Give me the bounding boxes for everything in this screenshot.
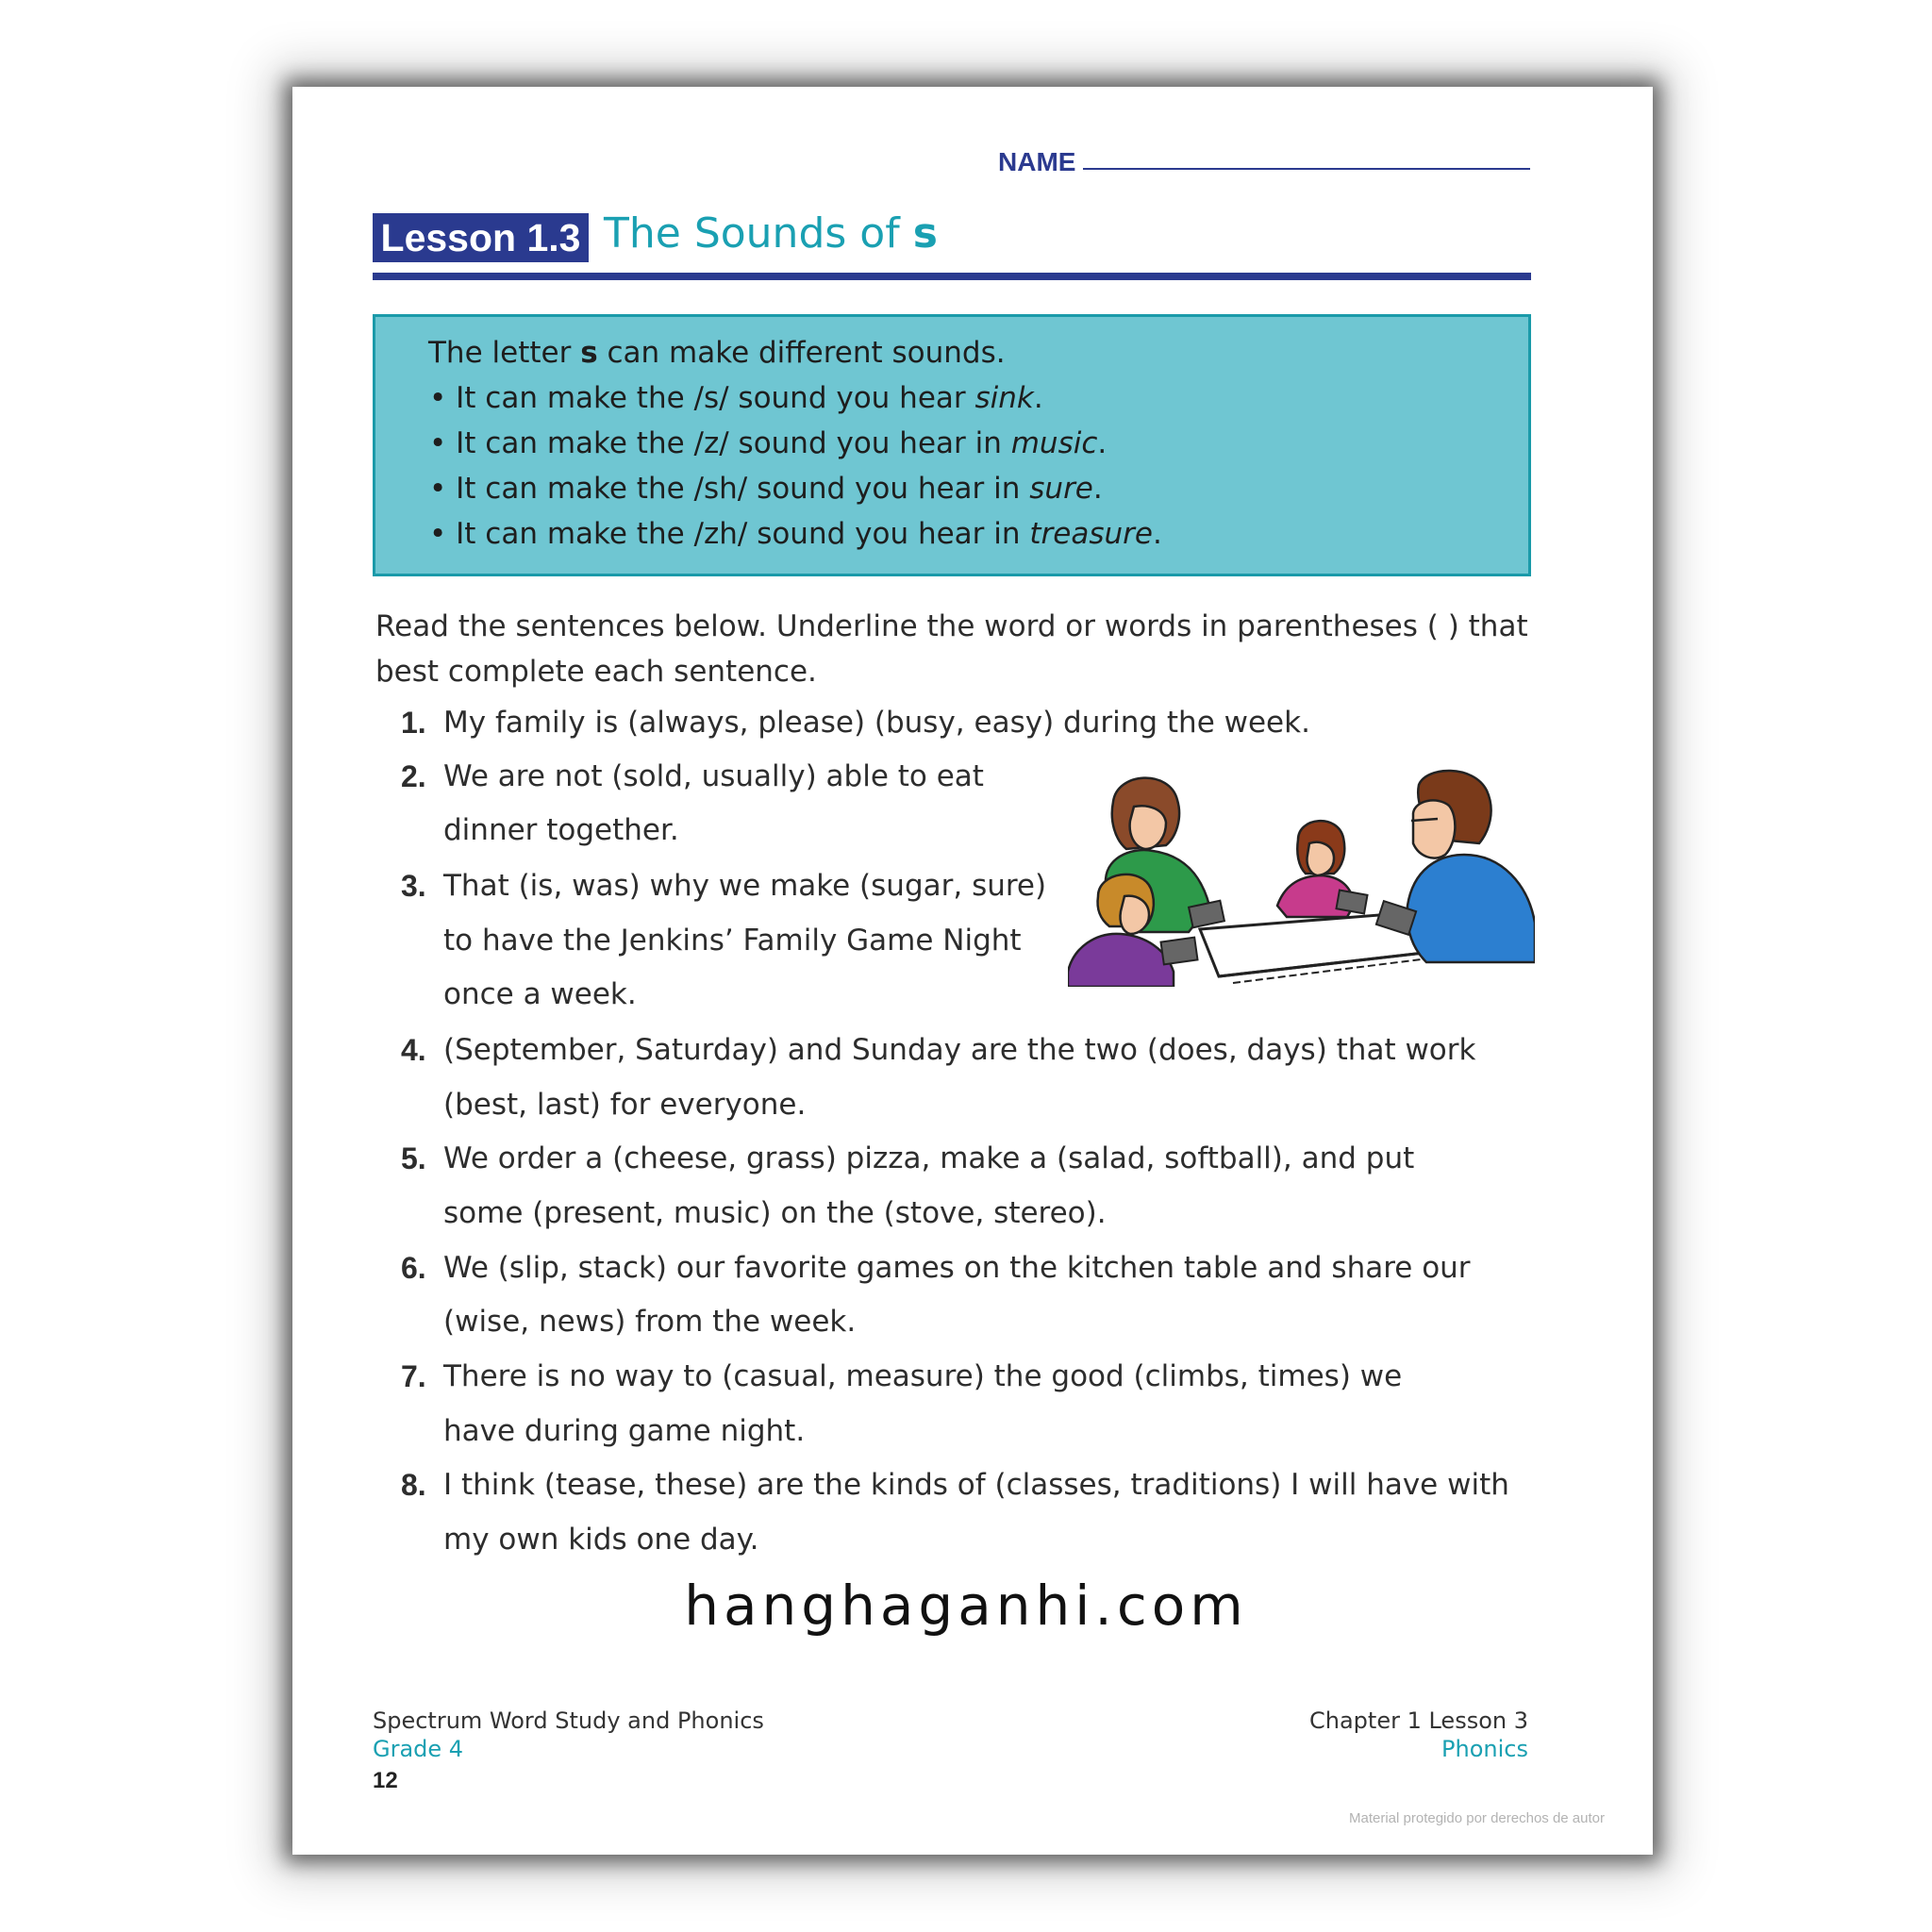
rules-intro-pre: The letter: [428, 336, 581, 370]
item-text[interactable]: some (present, music) on the (stove, stereo).: [443, 1196, 1107, 1230]
item-number: 5.: [401, 1141, 426, 1175]
item-text[interactable]: There is no way to (casual, measure) the good (climbs, times) we: [443, 1359, 1403, 1393]
item-text[interactable]: We (slip, stack) our favorite games on the kitchen table and share our: [443, 1251, 1471, 1285]
item-text[interactable]: That (is, was) why we make (sugar, sure): [443, 869, 1047, 903]
rule-example-word: sure: [1029, 472, 1093, 506]
item-text[interactable]: My family is (always, please) (busy, easy) during the week.: [443, 706, 1310, 740]
footer-grade: Grade 4: [373, 1736, 464, 1762]
lesson-badge: Lesson 1.3: [373, 213, 589, 262]
item-text[interactable]: my own kids one day.: [443, 1523, 759, 1557]
footer-book-title: Spectrum Word Study and Phonics: [373, 1707, 764, 1734]
instructions: Read the sentences below. Underline the word or words in parentheses ( ) that best complete each sentence.: [375, 609, 1528, 689]
name-write-line[interactable]: [1083, 168, 1530, 170]
item-number: 8.: [401, 1468, 426, 1502]
item-text[interactable]: (September, Saturday) and Sunday are the two (does, days) that work: [443, 1033, 1476, 1067]
rule-example-word: treasure: [1029, 517, 1153, 551]
rule-bullet: [429, 381, 1043, 415]
lesson-title: [604, 209, 938, 258]
item-text[interactable]: have during game night.: [443, 1414, 806, 1448]
footer-chapter: Chapter 1 Lesson 3: [1309, 1707, 1528, 1734]
item-number: 7.: [401, 1359, 426, 1393]
item-text[interactable]: to have the Jenkins’ Family Game Night: [443, 924, 1022, 958]
name-label: NAME: [998, 147, 1076, 176]
lesson-title-letter: s: [912, 209, 938, 258]
rule-text: • It can make the /sh/ sound you hear in: [429, 472, 1030, 506]
title-rule: [373, 273, 1531, 280]
rules-intro-letter: s: [580, 336, 598, 370]
rules-intro-post: can make different sounds.: [597, 336, 1006, 370]
item-number: 1.: [401, 706, 426, 740]
item-number: 3.: [401, 869, 426, 903]
footer-subject: Phonics: [1441, 1736, 1528, 1762]
rule-text: • It can make the /z/ sound you hear in: [429, 426, 1011, 460]
rule-text: • It can make the /zh/ sound you hear in: [429, 517, 1030, 551]
copyright-notice: Material protegido por derechos de autor: [1349, 1810, 1605, 1826]
lesson-title-text: The Sounds of: [604, 209, 913, 258]
item-text[interactable]: I think (tease, these) are the kinds of (classes, traditions) I will have with: [443, 1468, 1509, 1502]
rule-period: .: [1092, 472, 1103, 506]
rule-example-word: music: [1010, 426, 1098, 460]
item-text[interactable]: (best, last) for everyone.: [443, 1088, 807, 1122]
rule-period: .: [1152, 517, 1162, 551]
item-text[interactable]: (wise, news) from the week.: [443, 1305, 857, 1339]
rule-example-word: sink: [974, 381, 1034, 415]
item-text[interactable]: We order a (cheese, grass) pizza, make a (salad, softball), and put: [443, 1141, 1415, 1175]
item-text[interactable]: once a week.: [443, 977, 637, 1011]
rules-intro: [428, 336, 1006, 370]
rule-bullet: [429, 472, 1103, 506]
rule-bullet: [429, 426, 1107, 460]
item-number: 4.: [401, 1033, 426, 1067]
item-number: 6.: [401, 1251, 426, 1285]
rule-period: .: [1033, 381, 1043, 415]
watermark-text: hanghaganhi.com: [684, 1574, 1248, 1638]
item-text[interactable]: dinner together.: [443, 813, 679, 847]
item-text[interactable]: We are not (sold, usually) able to eat: [443, 759, 984, 793]
family-card-game-illustration: [1068, 764, 1535, 987]
page-number: 12: [373, 1768, 398, 1793]
sound-rules-box: [373, 314, 1531, 576]
rule-text: • It can make the /s/ sound you hear: [429, 381, 975, 415]
rule-period: .: [1097, 426, 1108, 460]
item-number: 2.: [401, 759, 426, 793]
rule-bullet: [429, 517, 1162, 551]
